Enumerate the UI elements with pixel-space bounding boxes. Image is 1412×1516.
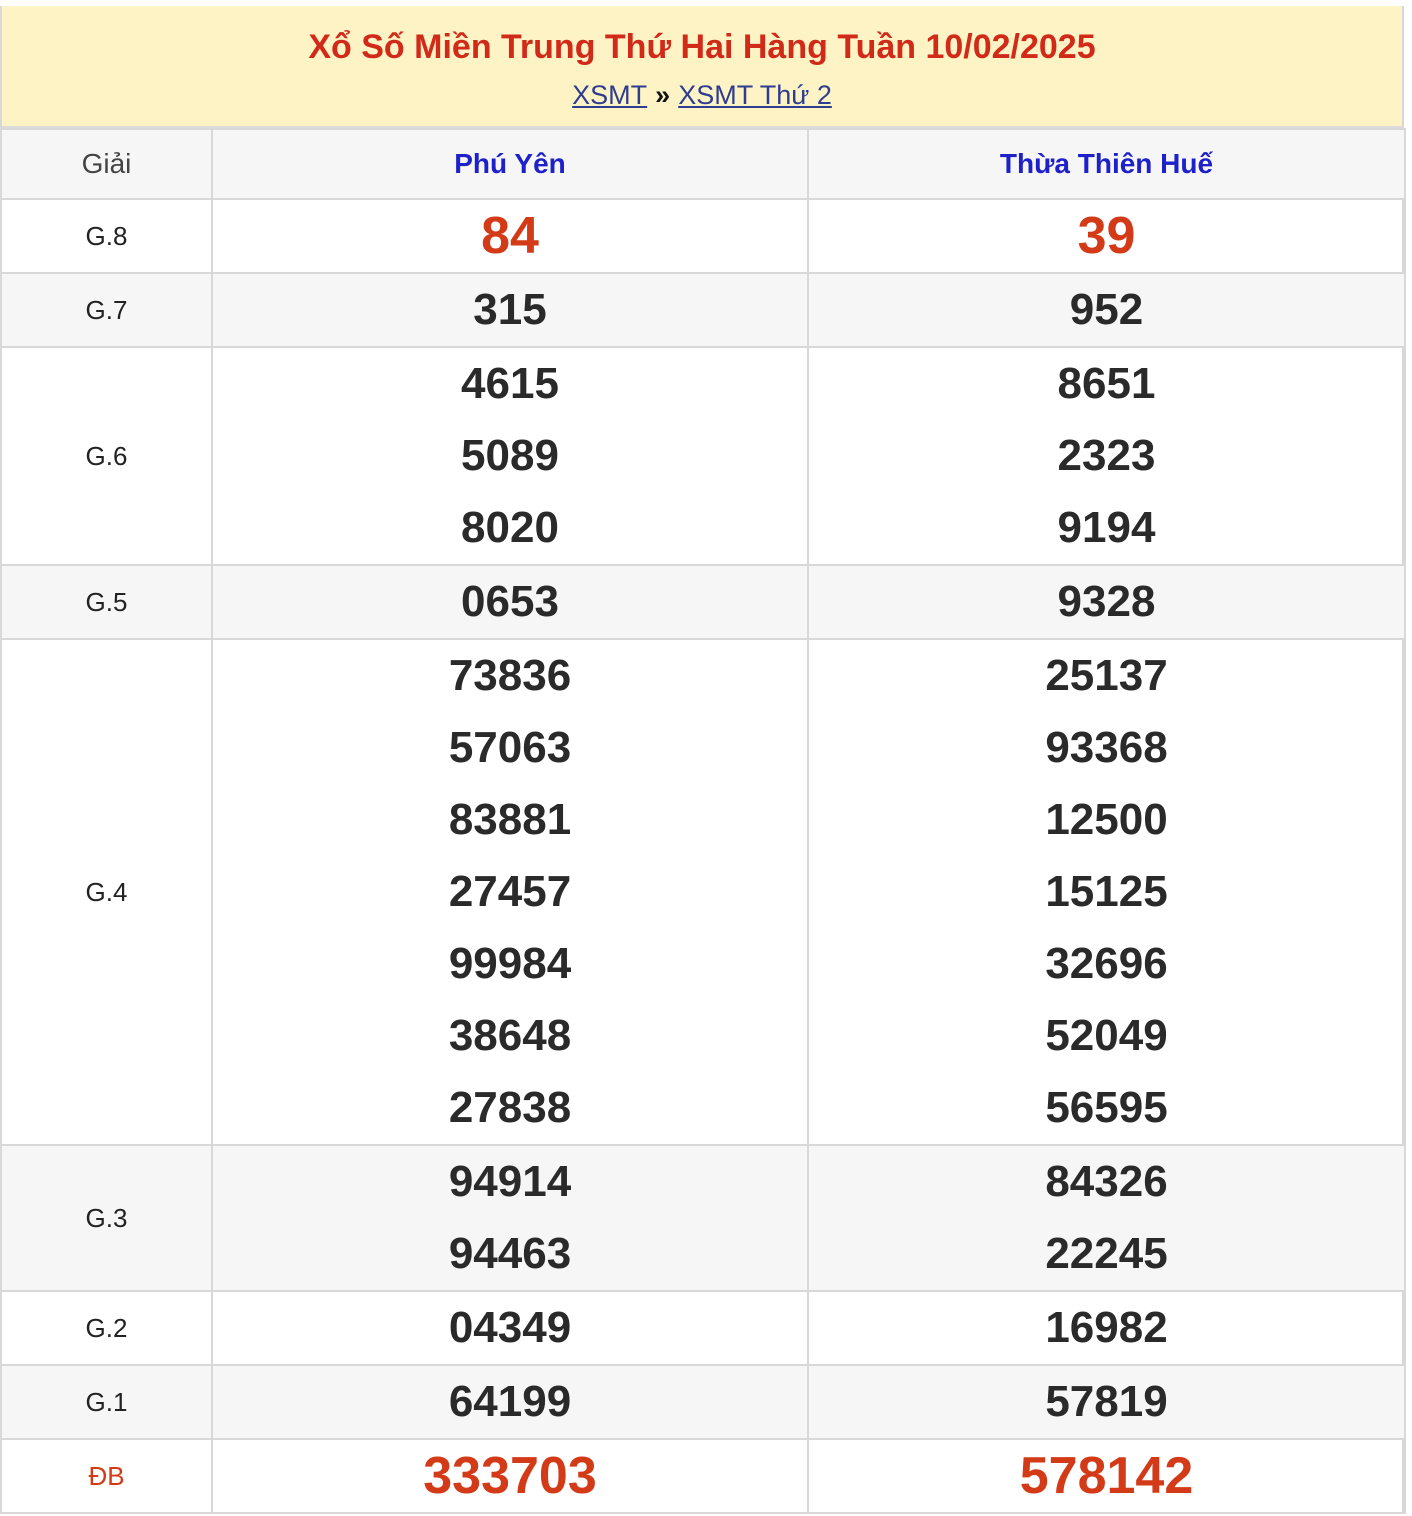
result-number: 57819	[1045, 1377, 1168, 1426]
result-cell-thua-thien-hue	[808, 565, 1405, 639]
breadcrumb-link-xsmt[interactable]: XSMT	[572, 80, 648, 110]
table-header-row	[1, 129, 1405, 199]
table-row	[1, 273, 1405, 347]
result-number: 0653	[461, 577, 559, 626]
table-row	[1, 199, 1405, 273]
result-cell-phu-yen	[212, 565, 808, 639]
result-number: 8651	[1057, 359, 1156, 408]
result-number: 12500	[1045, 795, 1168, 844]
result-cell-phu-yen	[212, 1365, 808, 1439]
result-cell-phu-yen	[212, 639, 808, 1145]
result-cell-thua-thien-hue	[808, 1145, 1405, 1291]
prize-label: G.6	[1, 347, 212, 565]
result-cell-phu-yen	[212, 199, 808, 273]
result-number: 2323	[1057, 431, 1156, 480]
prize-label: G.4	[1, 639, 212, 1145]
result-number: 84	[481, 207, 539, 265]
result-cell-phu-yen	[212, 1145, 808, 1291]
result-cell-phu-yen	[212, 1439, 808, 1513]
result-number: 25137	[1045, 651, 1168, 700]
table-row	[1, 1145, 1405, 1291]
results-header	[2, 6, 1402, 128]
result-number: 94914	[448, 1157, 572, 1206]
result-cell-thua-thien-hue	[808, 1365, 1405, 1439]
result-number: 16982	[1045, 1303, 1168, 1352]
breadcrumb-separator: »	[655, 80, 671, 110]
result-number: 8020	[461, 503, 559, 552]
result-cell-thua-thien-hue	[808, 1439, 1405, 1513]
result-cell-phu-yen	[212, 273, 808, 347]
result-number: 94463	[448, 1229, 572, 1278]
column-header-province-thua-thien-hue[interactable]: Thừa Thiên Huế	[808, 129, 1405, 199]
result-number: 27838	[448, 1083, 572, 1132]
results-panel	[0, 6, 1404, 1514]
table-row	[1, 1365, 1405, 1439]
prize-label: G.5	[1, 565, 212, 639]
table-row	[1, 1439, 1405, 1513]
table-row	[1, 565, 1405, 639]
result-number: 32696	[1045, 939, 1168, 988]
result-cell-thua-thien-hue	[808, 1291, 1405, 1365]
result-cell-thua-thien-hue	[808, 199, 1405, 273]
table-row	[1, 639, 1405, 1145]
result-number: 578142	[1019, 1447, 1194, 1505]
result-number: 99984	[448, 939, 572, 988]
prize-label: G.2	[1, 1291, 212, 1365]
result-cell-phu-yen	[212, 1291, 808, 1365]
column-header-province-phu-yen[interactable]: Phú Yên	[212, 129, 808, 199]
result-number: 56595	[1045, 1083, 1168, 1132]
result-number: 38648	[448, 1011, 572, 1060]
result-number: 04349	[448, 1303, 572, 1352]
breadcrumb	[2, 80, 1402, 110]
result-number: 64199	[448, 1377, 572, 1426]
prize-label: G.3	[1, 1145, 212, 1291]
result-number: 4615	[461, 359, 559, 408]
result-number: 39	[1077, 207, 1136, 265]
result-number: 952	[1069, 285, 1144, 334]
result-number: 27457	[448, 867, 572, 916]
table-row	[1, 347, 1405, 565]
result-number: 83881	[448, 795, 572, 844]
result-number: 9328	[1057, 577, 1156, 626]
result-number: 84326	[1045, 1157, 1168, 1206]
result-cell-thua-thien-hue	[808, 273, 1405, 347]
page-title: Xổ Số Miền Trung Thứ Hai Hàng Tuần 10/02/2025	[308, 28, 1096, 66]
result-number: 93368	[1045, 723, 1168, 772]
prize-label: G.1	[1, 1365, 212, 1439]
result-cell-thua-thien-hue	[808, 347, 1405, 565]
result-number: 315	[473, 285, 547, 334]
result-number: 22245	[1045, 1229, 1168, 1278]
result-number: 15125	[1045, 867, 1168, 916]
result-number: 5089	[461, 431, 559, 480]
prize-label: G.8	[1, 199, 212, 273]
results-table	[0, 128, 1406, 1514]
table-row	[1, 1291, 1405, 1365]
breadcrumb-link-xsmt-thu-2[interactable]: XSMT Thứ 2	[678, 80, 832, 110]
result-number: 9194	[1057, 503, 1156, 552]
result-cell-thua-thien-hue	[808, 639, 1405, 1145]
column-header-prize: Giải	[1, 129, 212, 199]
prize-label: ĐB	[1, 1439, 212, 1513]
result-number: 57063	[448, 723, 572, 772]
result-cell-phu-yen	[212, 347, 808, 565]
result-number: 333703	[423, 1447, 597, 1505]
prize-label: G.7	[1, 273, 212, 347]
result-number: 73836	[448, 651, 572, 700]
result-number: 52049	[1045, 1011, 1168, 1060]
